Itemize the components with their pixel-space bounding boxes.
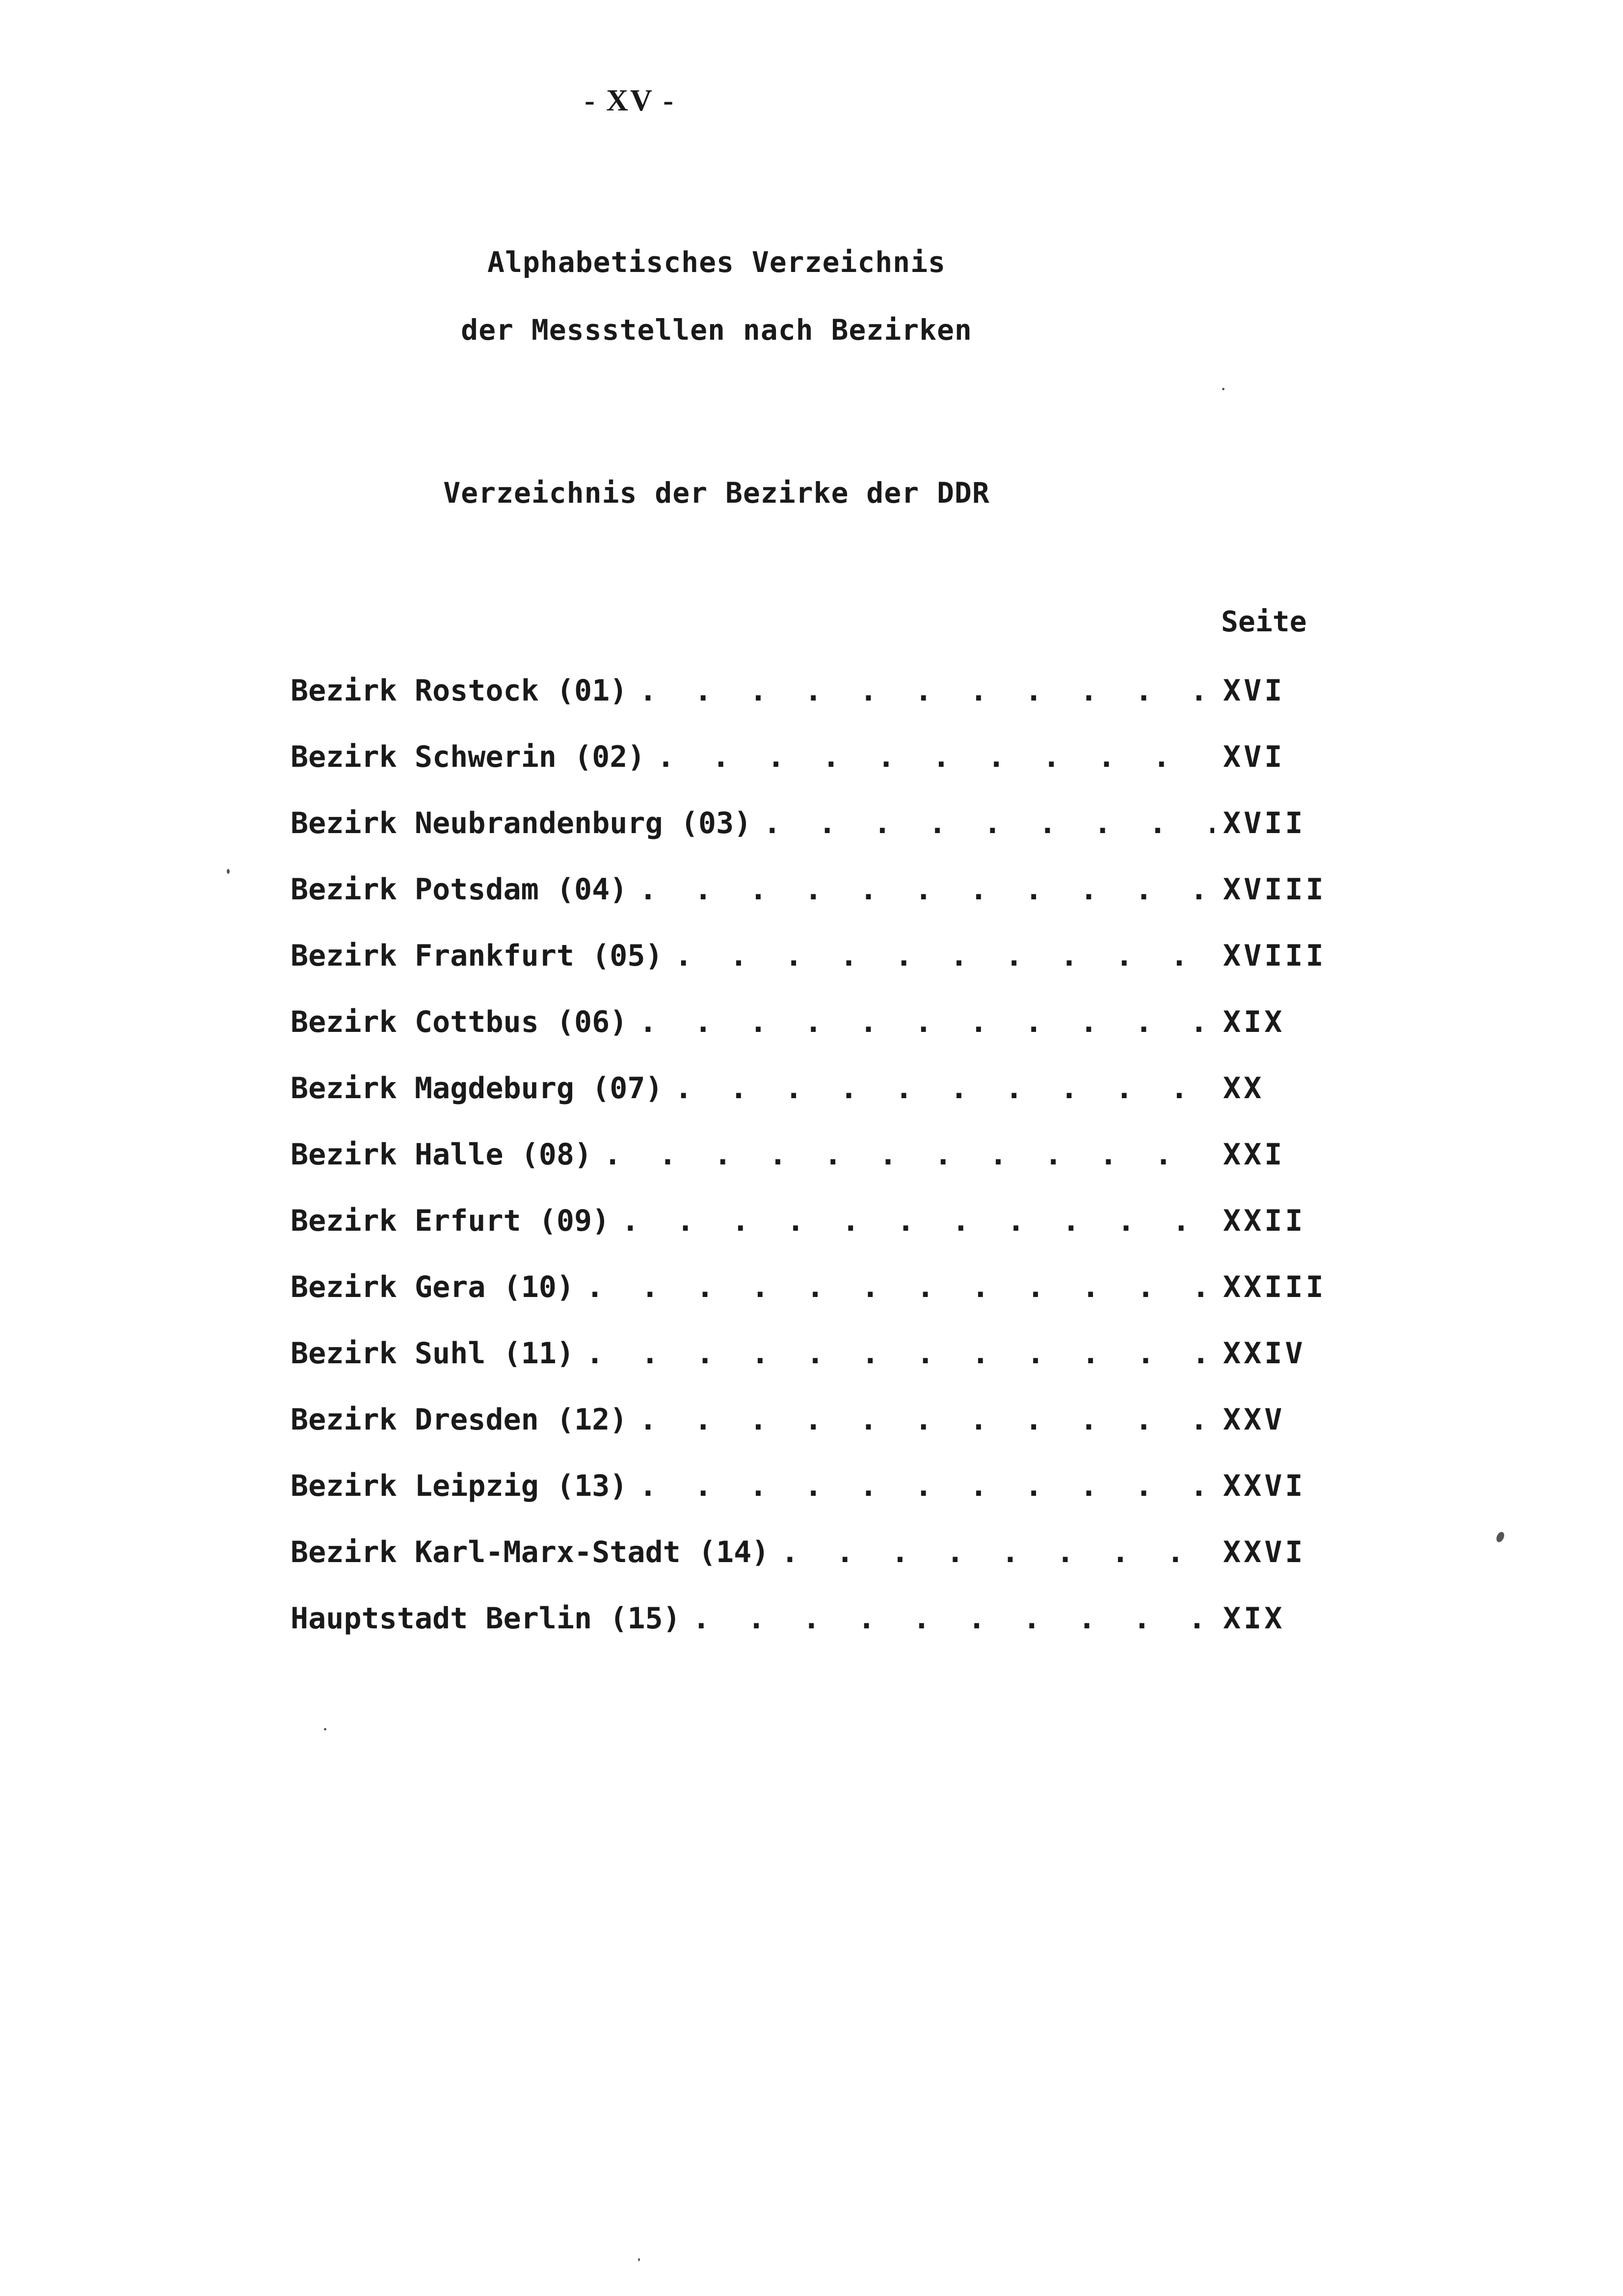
toc-label: Bezirk Karl-Marx-Stadt (14) [291, 1535, 770, 1569]
toc-entry-dresden [291, 1403, 1321, 1469]
toc-page: XIX [1223, 1601, 1285, 1636]
scan-speck [638, 2258, 640, 2261]
toc-page: XVIII [1223, 939, 1327, 973]
scan-speck [1222, 388, 1224, 390]
toc-entry-erfurt [291, 1204, 1321, 1270]
toc-label: Bezirk Halle (08) [291, 1137, 592, 1172]
toc-label: Bezirk Potsdam (04) [291, 872, 628, 907]
toc-label: Bezirk Schwerin (02) [291, 740, 645, 774]
leader-dots [621, 1204, 1214, 1238]
toc-label: Bezirk Suhl (11) [291, 1336, 574, 1371]
leader-dots [763, 806, 1214, 840]
leader-dots [657, 740, 1214, 774]
toc-page: XVI [1223, 740, 1285, 774]
toc-entry-suhl [291, 1336, 1321, 1403]
leader-dots [639, 1005, 1214, 1039]
leader-dots [675, 939, 1214, 973]
column-header-page: Seite [1221, 605, 1307, 638]
subheading: Verzeichnis der Bezirke der DDR [443, 476, 990, 510]
toc-entry-cottbus [291, 1005, 1321, 1071]
heading-line-2: der Messstellen nach Bezirken [461, 313, 972, 347]
toc-page: XXII [1223, 1204, 1306, 1238]
toc-entry-schwerin [291, 740, 1321, 806]
toc-page: XXIV [1223, 1336, 1306, 1371]
toc-entry-berlin [291, 1601, 1321, 1668]
heading-line-1: Alphabetisches Verzeichnis [487, 245, 946, 279]
toc-page: XXVI [1223, 1535, 1306, 1569]
toc-page: XXI [1223, 1137, 1285, 1172]
toc-page: XIX [1223, 1005, 1285, 1039]
toc-entry-frankfurt [291, 939, 1327, 1005]
toc-label: Bezirk Neubrandenburg (03) [291, 806, 752, 840]
toc-label: Bezirk Cottbus (06) [291, 1005, 628, 1039]
leader-dots [675, 1071, 1214, 1106]
leader-dots [586, 1336, 1214, 1371]
toc-page: XXIII [1223, 1270, 1327, 1304]
toc-page: XVIII [1223, 872, 1327, 907]
toc-label: Bezirk Leipzig (13) [291, 1469, 628, 1503]
toc-entry-halle [291, 1137, 1321, 1204]
leader-dots [639, 1469, 1214, 1503]
scan-speck [1495, 1531, 1506, 1543]
page-number: - XV - [585, 84, 675, 117]
toc-entry-karl-marx-stadt [291, 1535, 1321, 1601]
toc-label: Bezirk Dresden (12) [291, 1403, 628, 1437]
leader-dots [781, 1535, 1214, 1569]
toc-label: Bezirk Erfurt (09) [291, 1204, 610, 1238]
toc-label: Hauptstadt Berlin (15) [291, 1601, 681, 1636]
toc-page: XXVI [1223, 1469, 1306, 1503]
leader-dots [604, 1137, 1214, 1172]
toc-page: XXV [1223, 1403, 1285, 1437]
toc-label: Bezirk Frankfurt (05) [291, 939, 663, 973]
leader-dots [639, 674, 1214, 708]
table-of-contents [291, 674, 1327, 1668]
leader-dots [639, 1403, 1214, 1437]
toc-entry-leipzig [291, 1469, 1321, 1535]
toc-entry-potsdam [291, 872, 1327, 939]
toc-page: XX [1223, 1071, 1265, 1106]
toc-entry-gera [291, 1270, 1327, 1336]
leader-dots [586, 1270, 1214, 1304]
toc-label: Bezirk Gera (10) [291, 1270, 574, 1304]
toc-entry-magdeburg [291, 1071, 1321, 1137]
toc-page: XVI [1223, 674, 1285, 708]
leader-dots [639, 872, 1214, 907]
toc-entry-neubrandenburg [291, 806, 1321, 872]
toc-label: Bezirk Magdeburg (07) [291, 1071, 663, 1106]
toc-entry-rostock [291, 674, 1321, 740]
scan-speck [324, 1728, 326, 1730]
toc-page: XVII [1223, 806, 1306, 840]
scan-speck [227, 869, 230, 874]
leader-dots [692, 1601, 1214, 1636]
toc-label: Bezirk Rostock (01) [291, 674, 628, 708]
